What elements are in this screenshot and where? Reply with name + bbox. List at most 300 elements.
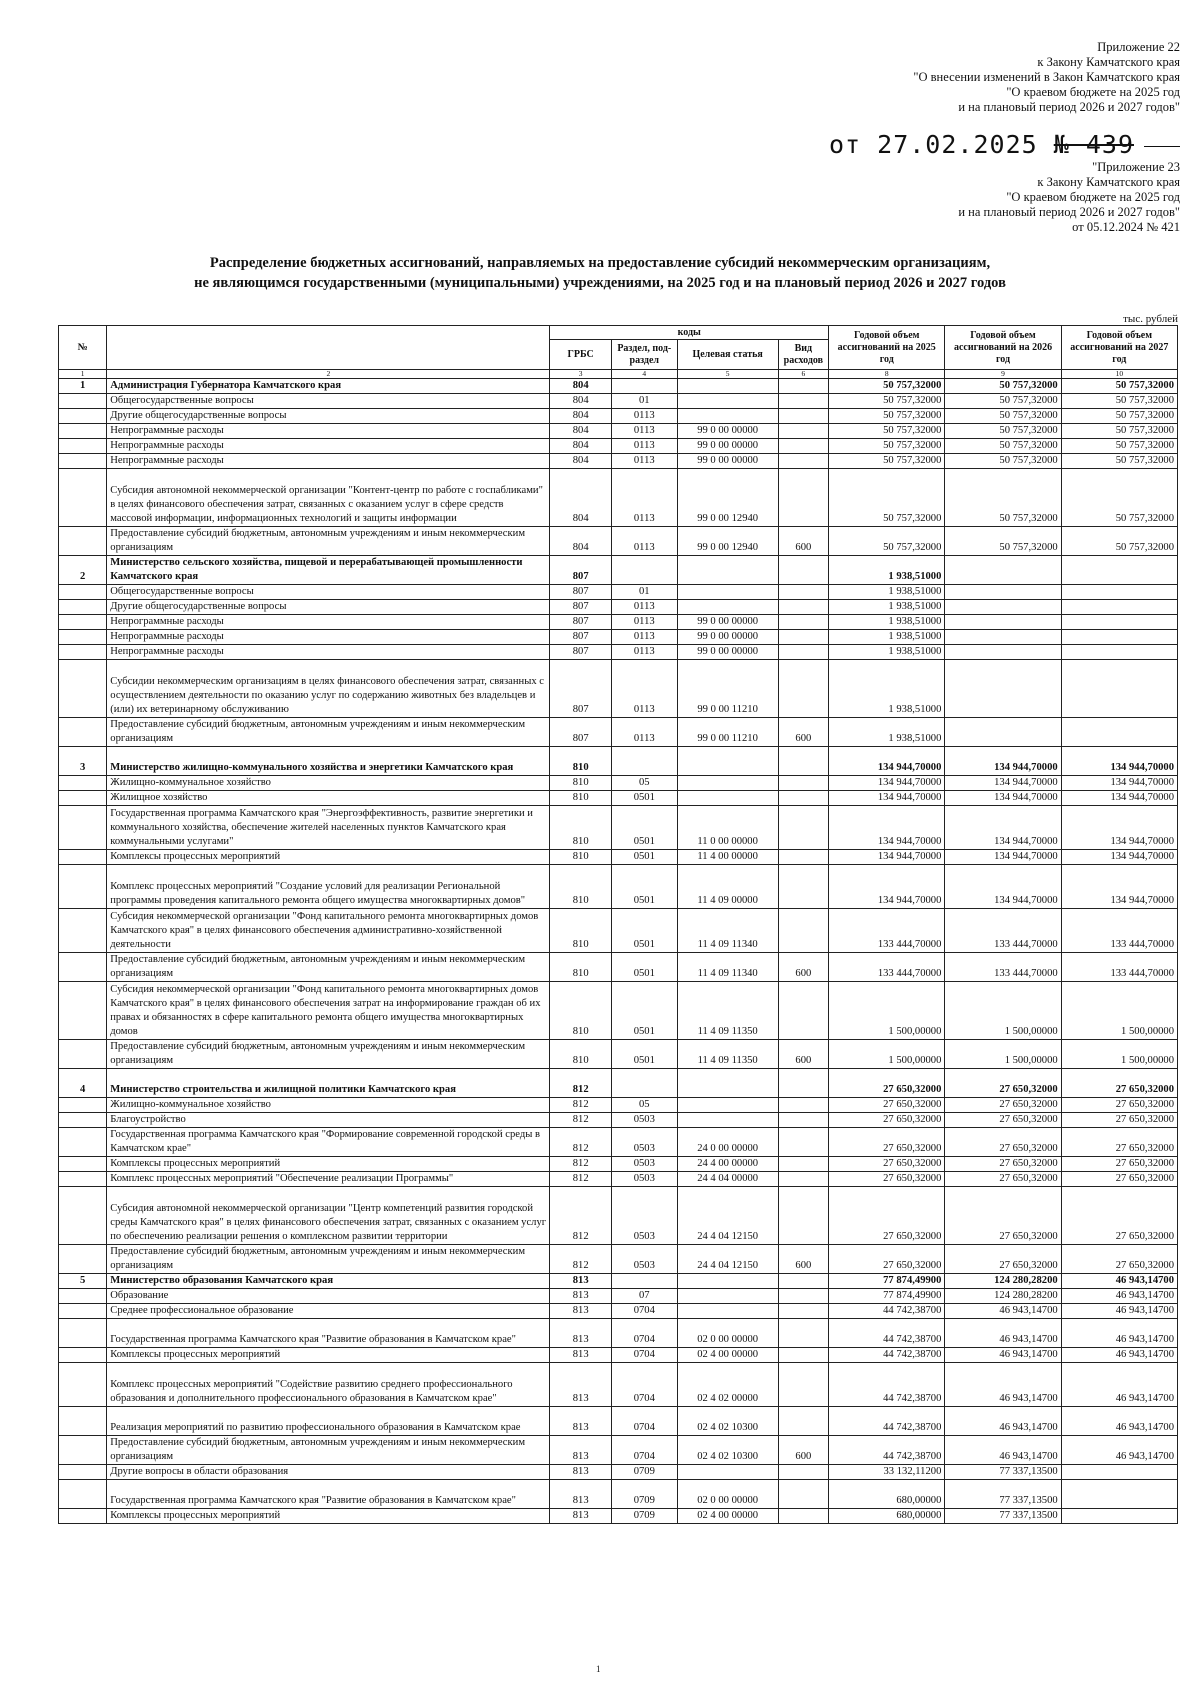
table-row <box>59 469 1178 527</box>
section-code: 0704 <box>611 1348 677 1363</box>
amount-2025: 1 500,00000 <box>829 1040 945 1069</box>
amount-2026 <box>945 585 1061 600</box>
row-number <box>59 409 107 424</box>
row-number <box>59 1113 107 1128</box>
row-number <box>59 1172 107 1187</box>
header-target: Целевая статья <box>677 340 778 370</box>
expense-kind <box>778 806 828 850</box>
amount-2026: 27 650,32000 <box>945 1069 1061 1098</box>
section-code: 0704 <box>611 1363 677 1407</box>
expense-kind: 600 <box>778 718 828 747</box>
item-name: Непрограммные расходы <box>107 424 550 439</box>
section-code: 0113 <box>611 424 677 439</box>
amount-2026: 77 337,13500 <box>945 1465 1061 1480</box>
amount-2027: 46 943,14700 <box>1061 1436 1177 1465</box>
section-code: 0113 <box>611 660 677 718</box>
item-name: Субсидия автономной некоммерческой организации "Контент-центр по работе с госпабликами" в целях финансового обеспечения затрат, связанных с оказанием услуг в сфере средств массовой информации, информационных технологий и защиты информации <box>107 469 550 527</box>
grbs-code: 810 <box>550 850 611 865</box>
amount-2027: 50 757,32000 <box>1061 379 1177 394</box>
amount-2027: 50 757,32000 <box>1061 469 1177 527</box>
amount-2027: 27 650,32000 <box>1061 1113 1177 1128</box>
section-code: 0113 <box>611 527 677 556</box>
target-code: 99 0 00 00000 <box>677 424 778 439</box>
amount-2027: 133 444,70000 <box>1061 953 1177 982</box>
column-index: 6 <box>778 370 828 379</box>
target-code <box>677 1304 778 1319</box>
expense-kind: 600 <box>778 1436 828 1465</box>
row-number <box>59 1436 107 1465</box>
target-code: 99 0 00 00000 <box>677 454 778 469</box>
target-code: 99 0 00 11210 <box>677 660 778 718</box>
item-name: Непрограммные расходы <box>107 645 550 660</box>
appendix-second-line: от 05.12.2024 № 421 <box>1072 220 1180 234</box>
row-number <box>59 776 107 791</box>
section-code: 07 <box>611 1289 677 1304</box>
column-index-row <box>59 370 1178 379</box>
expense-kind <box>778 1407 828 1436</box>
amount-2025: 50 757,32000 <box>829 379 945 394</box>
amount-2025: 44 742,38700 <box>829 1436 945 1465</box>
grbs-code: 810 <box>550 865 611 909</box>
table-row <box>59 1113 1178 1128</box>
table-row <box>59 439 1178 454</box>
amount-2026 <box>945 630 1061 645</box>
item-name: Предоставление субсидий бюджетным, автономным учреждениям и иным некоммерческим организациям <box>107 1436 550 1465</box>
expense-kind <box>778 1509 828 1524</box>
amount-2026: 134 944,70000 <box>945 806 1061 850</box>
amount-2026: 134 944,70000 <box>945 776 1061 791</box>
amount-2025: 134 944,70000 <box>829 850 945 865</box>
header-grbs: ГРБС <box>550 340 611 370</box>
amount-2027: 134 944,70000 <box>1061 806 1177 850</box>
amount-2025: 1 938,51000 <box>829 645 945 660</box>
amount-2026: 50 757,32000 <box>945 454 1061 469</box>
amount-2026: 50 757,32000 <box>945 527 1061 556</box>
amount-2025: 27 650,32000 <box>829 1172 945 1187</box>
amount-2025: 1 938,51000 <box>829 660 945 718</box>
column-index: 8 <box>829 370 945 379</box>
table-row <box>59 1480 1178 1509</box>
amount-2026: 124 280,28200 <box>945 1289 1061 1304</box>
row-number <box>59 630 107 645</box>
appendix-top-line: "О внесении изменений в Закон Камчатского края <box>913 70 1180 84</box>
amount-2026: 27 650,32000 <box>945 1187 1061 1245</box>
amount-2026: 50 757,32000 <box>945 409 1061 424</box>
grbs-code: 810 <box>550 806 611 850</box>
amount-2025: 50 757,32000 <box>829 454 945 469</box>
expense-kind <box>778 1319 828 1348</box>
table-row <box>59 394 1178 409</box>
ministry-row <box>59 1069 1178 1098</box>
amount-2026: 134 944,70000 <box>945 747 1061 776</box>
item-name: Непрограммные расходы <box>107 615 550 630</box>
table-row <box>59 454 1178 469</box>
amount-2027 <box>1061 585 1177 600</box>
row-number <box>59 850 107 865</box>
row-number <box>59 718 107 747</box>
section-code <box>611 556 677 585</box>
expense-kind <box>778 1274 828 1289</box>
amount-2027: 27 650,32000 <box>1061 1172 1177 1187</box>
target-code: 11 4 09 11340 <box>677 909 778 953</box>
target-code: 24 4 00 00000 <box>677 1157 778 1172</box>
target-code: 11 0 00 00000 <box>677 806 778 850</box>
row-number <box>59 424 107 439</box>
grbs-code: 813 <box>550 1436 611 1465</box>
amount-2027 <box>1061 718 1177 747</box>
item-name: Государственная программа Камчатского края "Развитие образования в Камчатском крае" <box>107 1480 550 1509</box>
table-row <box>59 1172 1178 1187</box>
section-code: 0704 <box>611 1436 677 1465</box>
row-number: 3 <box>59 747 107 776</box>
section-code: 0501 <box>611 1040 677 1069</box>
table-body <box>59 379 1178 1524</box>
expense-kind <box>778 1465 828 1480</box>
amount-2027: 46 943,14700 <box>1061 1304 1177 1319</box>
row-number <box>59 527 107 556</box>
row-number <box>59 1040 107 1069</box>
amount-2026: 124 280,28200 <box>945 1274 1061 1289</box>
header-name <box>107 326 550 370</box>
row-number <box>59 1128 107 1157</box>
section-code <box>611 1069 677 1098</box>
row-number <box>59 806 107 850</box>
item-name: Среднее профессиональное образование <box>107 1304 550 1319</box>
amount-2025: 1 938,51000 <box>829 615 945 630</box>
row-number: 4 <box>59 1069 107 1098</box>
item-name: Комплекс процессных мероприятий "Обеспечение реализации Программы" <box>107 1172 550 1187</box>
item-name: Другие общегосударственные вопросы <box>107 409 550 424</box>
expense-kind <box>778 1098 828 1113</box>
amount-2025: 680,00000 <box>829 1509 945 1524</box>
amount-2027 <box>1061 645 1177 660</box>
grbs-code: 813 <box>550 1407 611 1436</box>
target-code <box>677 1069 778 1098</box>
units-label: тыс. рублей <box>1123 313 1178 325</box>
grbs-code: 813 <box>550 1274 611 1289</box>
amount-2027: 50 757,32000 <box>1061 409 1177 424</box>
grbs-code: 807 <box>550 660 611 718</box>
column-index: 5 <box>677 370 778 379</box>
item-name: Субсидии некоммерческим организациям в целях финансового обеспечения затрат, связанных с осуществлением деятельности по оказанию услуг по содержанию животных без владельцев и (или) их ветеринарному обслуживанию <box>107 660 550 718</box>
amount-2025: 1 938,51000 <box>829 556 945 585</box>
item-name: Министерство образования Камчатского края <box>107 1274 550 1289</box>
table-row <box>59 953 1178 982</box>
target-code: 24 4 04 00000 <box>677 1172 778 1187</box>
row-number <box>59 394 107 409</box>
amount-2026: 46 943,14700 <box>945 1348 1061 1363</box>
amount-2027: 50 757,32000 <box>1061 424 1177 439</box>
column-index: 9 <box>945 370 1061 379</box>
target-code <box>677 600 778 615</box>
amount-2027: 50 757,32000 <box>1061 454 1177 469</box>
row-number: 5 <box>59 1274 107 1289</box>
table-row <box>59 527 1178 556</box>
amount-2027: 46 943,14700 <box>1061 1407 1177 1436</box>
section-code: 0503 <box>611 1172 677 1187</box>
section-code: 0704 <box>611 1304 677 1319</box>
row-number: 2 <box>59 556 107 585</box>
item-name: Комплекс процессных мероприятий "Содействие развитию среднего профессионального образования и дополнительного профессионального образования в Камчатском крае" <box>107 1363 550 1407</box>
appendix-second-line: к Закону Камчатского края <box>1037 175 1180 189</box>
target-code: 11 4 09 11350 <box>677 982 778 1040</box>
stamp-dash <box>1144 146 1180 147</box>
section-code: 0503 <box>611 1128 677 1157</box>
amount-2026: 27 650,32000 <box>945 1128 1061 1157</box>
target-code: 24 4 04 12150 <box>677 1187 778 1245</box>
section-code: 0503 <box>611 1245 677 1274</box>
amount-2027: 50 757,32000 <box>1061 527 1177 556</box>
ministry-row <box>59 379 1178 394</box>
amount-2027: 134 944,70000 <box>1061 865 1177 909</box>
expense-kind <box>778 865 828 909</box>
amount-2026 <box>945 600 1061 615</box>
amount-2026: 133 444,70000 <box>945 953 1061 982</box>
amount-2025: 44 742,38700 <box>829 1304 945 1319</box>
table-row <box>59 791 1178 806</box>
target-code: 02 4 00 00000 <box>677 1509 778 1524</box>
table-row <box>59 1245 1178 1274</box>
expense-kind <box>778 909 828 953</box>
section-code: 0501 <box>611 806 677 850</box>
row-number <box>59 660 107 718</box>
amount-2026: 27 650,32000 <box>945 1113 1061 1128</box>
row-number <box>59 982 107 1040</box>
amount-2026: 46 943,14700 <box>945 1436 1061 1465</box>
amount-2026: 46 943,14700 <box>945 1407 1061 1436</box>
grbs-code: 804 <box>550 424 611 439</box>
amount-2025: 50 757,32000 <box>829 527 945 556</box>
grbs-code: 807 <box>550 615 611 630</box>
title-line-2: не являющимся государственными (муниципальными) учреждениями, на 2025 год и на плановый период 2026 и 2027 годов <box>194 275 1006 291</box>
appendix-top-line: "О краевом бюджете на 2025 год <box>1006 85 1180 99</box>
section-code: 0501 <box>611 953 677 982</box>
amount-2025: 1 938,51000 <box>829 718 945 747</box>
amount-2027: 27 650,32000 <box>1061 1069 1177 1098</box>
amount-2027: 27 650,32000 <box>1061 1098 1177 1113</box>
target-code: 02 4 02 10300 <box>677 1407 778 1436</box>
expense-kind <box>778 776 828 791</box>
amount-2026: 77 337,13500 <box>945 1480 1061 1509</box>
appendix-second-line: "Приложение 23 <box>1092 160 1180 174</box>
row-number: 1 <box>59 379 107 394</box>
amount-2025: 134 944,70000 <box>829 865 945 909</box>
amount-2025: 50 757,32000 <box>829 424 945 439</box>
column-index: 2 <box>107 370 550 379</box>
section-code: 05 <box>611 1098 677 1113</box>
item-name: Общегосударственные вопросы <box>107 394 550 409</box>
amount-2027 <box>1061 1509 1177 1524</box>
item-name: Комплексы процессных мероприятий <box>107 1348 550 1363</box>
expense-kind <box>778 379 828 394</box>
target-code: 02 4 02 00000 <box>677 1363 778 1407</box>
expense-kind: 600 <box>778 953 828 982</box>
grbs-code: 810 <box>550 909 611 953</box>
amount-2027: 133 444,70000 <box>1061 909 1177 953</box>
target-code: 11 4 09 11350 <box>677 1040 778 1069</box>
column-index: 3 <box>550 370 611 379</box>
row-number <box>59 600 107 615</box>
target-code: 11 4 09 11340 <box>677 953 778 982</box>
title-line-1: Распределение бюджетных ассигнований, направляемых на предоставление субсидий некоммерческим организациям, <box>209 255 991 271</box>
target-code: 02 4 00 00000 <box>677 1348 778 1363</box>
expense-kind <box>778 645 828 660</box>
amount-2026: 50 757,32000 <box>945 394 1061 409</box>
item-name: Другие общегосударственные вопросы <box>107 600 550 615</box>
grbs-code: 807 <box>550 645 611 660</box>
row-number <box>59 791 107 806</box>
amount-2027 <box>1061 556 1177 585</box>
expense-kind <box>778 556 828 585</box>
table-row <box>59 718 1178 747</box>
item-name: Комплексы процессных мероприятий <box>107 1157 550 1172</box>
amount-2025: 27 650,32000 <box>829 1113 945 1128</box>
amount-2026: 1 500,00000 <box>945 1040 1061 1069</box>
header-2027: Годовой объем ассигнований на 2027 год <box>1061 326 1177 370</box>
amount-2025: 33 132,11200 <box>829 1465 945 1480</box>
amount-2025: 27 650,32000 <box>829 1245 945 1274</box>
grbs-code: 804 <box>550 454 611 469</box>
amount-2025: 134 944,70000 <box>829 747 945 776</box>
target-code: 99 0 00 11210 <box>677 718 778 747</box>
document-title <box>60 253 1140 293</box>
target-code <box>677 1274 778 1289</box>
grbs-code: 812 <box>550 1098 611 1113</box>
grbs-code: 807 <box>550 585 611 600</box>
amount-2025: 50 757,32000 <box>829 439 945 454</box>
grbs-code: 812 <box>550 1113 611 1128</box>
expense-kind <box>778 1363 828 1407</box>
header-kind: Вид расходов <box>778 340 828 370</box>
amount-2025: 44 742,38700 <box>829 1319 945 1348</box>
amount-2025: 27 650,32000 <box>829 1098 945 1113</box>
amount-2027: 1 500,00000 <box>1061 1040 1177 1069</box>
target-code: 99 0 00 00000 <box>677 615 778 630</box>
expense-kind <box>778 791 828 806</box>
target-code: 99 0 00 00000 <box>677 645 778 660</box>
item-name: Субсидия автономной некоммерческой организации "Центр компетенций развития городской среды Камчатского края" в целях финансового обеспечения затрат, связанных с оказанием услуг по обеспечению реализации решения о комплексном развитии территории <box>107 1187 550 1245</box>
amount-2027: 50 757,32000 <box>1061 394 1177 409</box>
amount-2027: 46 943,14700 <box>1061 1274 1177 1289</box>
amount-2026: 46 943,14700 <box>945 1319 1061 1348</box>
item-name: Предоставление субсидий бюджетным, автономным учреждениям и иным некоммерческим организациям <box>107 527 550 556</box>
amount-2025: 134 944,70000 <box>829 791 945 806</box>
section-code: 0709 <box>611 1509 677 1524</box>
item-name: Комплексы процессных мероприятий <box>107 1509 550 1524</box>
expense-kind <box>778 600 828 615</box>
grbs-code: 810 <box>550 791 611 806</box>
item-name: Министерство строительства и жилищной политики Камчатского края <box>107 1069 550 1098</box>
grbs-code: 807 <box>550 718 611 747</box>
expense-kind <box>778 747 828 776</box>
target-code: 24 0 00 00000 <box>677 1128 778 1157</box>
expense-kind <box>778 1480 828 1509</box>
item-name: Предоставление субсидий бюджетным, автономным учреждениям и иным некоммерческим организациям <box>107 1245 550 1274</box>
budget-table <box>58 325 1178 1524</box>
target-code: 99 0 00 00000 <box>677 630 778 645</box>
header-2025: Годовой объем ассигнований на 2025 год <box>829 326 945 370</box>
amount-2025: 134 944,70000 <box>829 806 945 850</box>
grbs-code: 804 <box>550 379 611 394</box>
expense-kind <box>778 1113 828 1128</box>
stamp-number: № 439 <box>1053 130 1134 159</box>
table-row <box>59 1157 1178 1172</box>
amount-2027: 134 944,70000 <box>1061 850 1177 865</box>
grbs-code: 813 <box>550 1480 611 1509</box>
amount-2027: 27 650,32000 <box>1061 1128 1177 1157</box>
target-code <box>677 776 778 791</box>
expense-kind <box>778 1187 828 1245</box>
grbs-code: 812 <box>550 1157 611 1172</box>
expense-kind <box>778 1069 828 1098</box>
amount-2025: 77 874,49900 <box>829 1289 945 1304</box>
expense-kind <box>778 660 828 718</box>
target-code: 11 4 00 00000 <box>677 850 778 865</box>
table-row <box>59 865 1178 909</box>
amount-2026: 1 500,00000 <box>945 982 1061 1040</box>
amount-2027: 134 944,70000 <box>1061 791 1177 806</box>
amount-2027: 46 943,14700 <box>1061 1319 1177 1348</box>
item-name: Благоустройство <box>107 1113 550 1128</box>
item-name: Министерство сельского хозяйства, пищевой и перерабатывающей промышленности Камчатского края <box>107 556 550 585</box>
table-row <box>59 1363 1178 1407</box>
item-name: Государственная программа Камчатского края "Развитие образования в Камчатском крае" <box>107 1319 550 1348</box>
amount-2027: 27 650,32000 <box>1061 1245 1177 1274</box>
amount-2026: 50 757,32000 <box>945 439 1061 454</box>
stamp-date: от 27.02.2025 <box>829 130 1038 159</box>
appendix-second-line: и на плановый период 2026 и 2027 годов" <box>958 205 1180 219</box>
row-number <box>59 1304 107 1319</box>
amount-2027: 134 944,70000 <box>1061 776 1177 791</box>
amount-2026 <box>945 660 1061 718</box>
amount-2026: 134 944,70000 <box>945 865 1061 909</box>
amount-2026: 50 757,32000 <box>945 469 1061 527</box>
table-row <box>59 1040 1178 1069</box>
grbs-code: 812 <box>550 1172 611 1187</box>
grbs-code: 812 <box>550 1187 611 1245</box>
amount-2027 <box>1061 660 1177 718</box>
expense-kind <box>778 850 828 865</box>
appendix-top-line: и на плановый период 2026 и 2027 годов" <box>958 100 1180 114</box>
table-row <box>59 630 1178 645</box>
row-number <box>59 1157 107 1172</box>
amount-2027 <box>1061 615 1177 630</box>
amount-2026: 27 650,32000 <box>945 1172 1061 1187</box>
section-code: 0113 <box>611 469 677 527</box>
item-name: Субсидия некоммерческой организации "Фонд капитального ремонта многоквартирных домов Камчатского края" в целях финансового обеспечения затрат на информирование граждан об их правах и обязанностях в сфере капитального ремонта общего имущества многоквартирных домов <box>107 982 550 1040</box>
target-code: 99 0 00 00000 <box>677 439 778 454</box>
amount-2027 <box>1061 1480 1177 1509</box>
amount-2027 <box>1061 1465 1177 1480</box>
amendment-date-stamp <box>829 130 1180 159</box>
grbs-code: 810 <box>550 1040 611 1069</box>
grbs-code: 810 <box>550 776 611 791</box>
grbs-code: 813 <box>550 1304 611 1319</box>
target-code: 99 0 00 12940 <box>677 527 778 556</box>
expense-kind <box>778 1128 828 1157</box>
table-row <box>59 982 1178 1040</box>
expense-kind <box>778 630 828 645</box>
target-code <box>677 394 778 409</box>
section-code: 0113 <box>611 439 677 454</box>
item-name: Непрограммные расходы <box>107 630 550 645</box>
section-code: 0709 <box>611 1480 677 1509</box>
expense-kind <box>778 615 828 630</box>
header-2026: Годовой объем ассигнований на 2026 год <box>945 326 1061 370</box>
amount-2025: 134 944,70000 <box>829 776 945 791</box>
target-code <box>677 556 778 585</box>
amount-2027: 46 943,14700 <box>1061 1289 1177 1304</box>
